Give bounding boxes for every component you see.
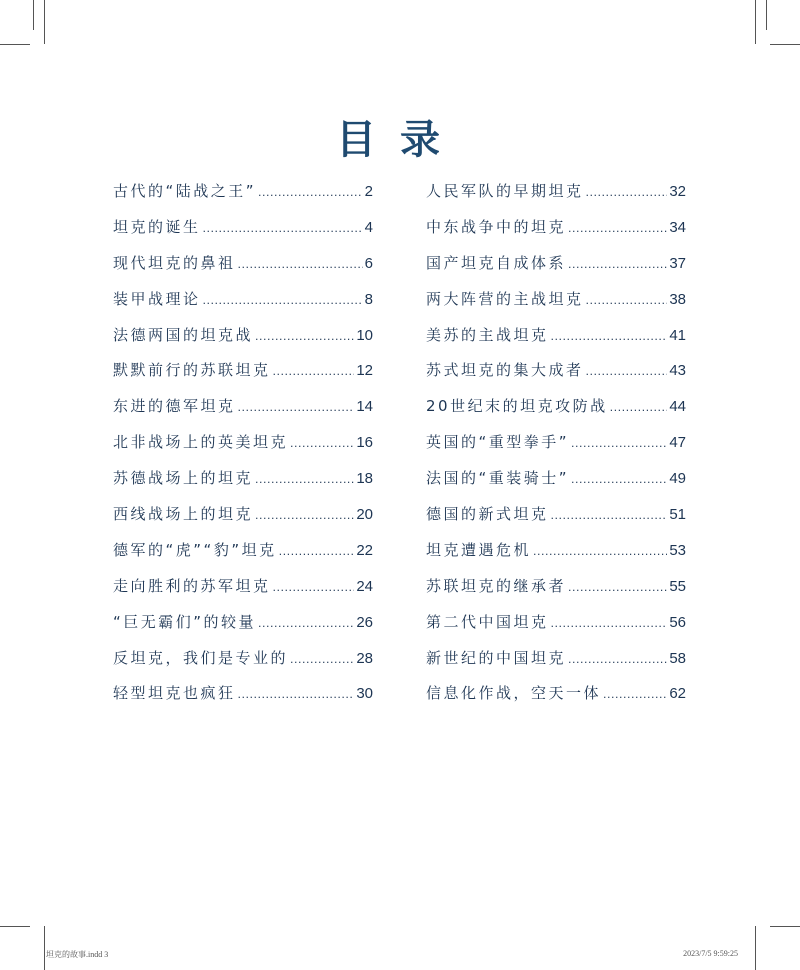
- toc-entry[interactable]: [426, 503, 686, 539]
- crop-mark: [770, 44, 800, 45]
- toc-entry-title: 美苏的主战坦克: [426, 325, 549, 344]
- toc-entry[interactable]: [113, 252, 373, 288]
- toc-entry-title: “巨无霸们”的较量: [113, 612, 257, 631]
- toc-entry[interactable]: [113, 682, 373, 718]
- toc-entry[interactable]: [426, 395, 686, 431]
- page-title: 目录: [336, 117, 464, 163]
- toc-entry-title: 新世纪的中国坦克: [426, 648, 567, 667]
- toc-entry[interactable]: [113, 467, 373, 503]
- toc-entry[interactable]: [426, 288, 686, 324]
- dot-leader: [255, 509, 354, 522]
- dot-leader: [533, 545, 667, 558]
- dot-leader: [279, 545, 355, 558]
- dot-leader: [568, 581, 667, 594]
- toc-entry-page: 62: [669, 685, 686, 703]
- dot-leader: [586, 365, 668, 378]
- dot-leader: [203, 294, 363, 307]
- toc-entry-title: 装甲战理论: [113, 289, 201, 308]
- dot-leader: [568, 258, 667, 271]
- crop-mark: [0, 44, 30, 45]
- toc-entry[interactable]: [113, 288, 373, 324]
- toc-entry-page: 49: [669, 470, 686, 488]
- toc-entry-page: 12: [356, 362, 373, 380]
- toc-entry[interactable]: [426, 682, 686, 718]
- toc-entry-page: 20: [356, 506, 373, 524]
- toc-entry[interactable]: [113, 575, 373, 611]
- toc-entry[interactable]: [426, 611, 686, 647]
- toc-entry-page: 38: [669, 290, 686, 308]
- toc-entry-page: 22: [356, 541, 373, 559]
- toc-entry-page: 26: [356, 613, 373, 631]
- toc-entry-title: 坦克的诞生: [113, 217, 201, 236]
- toc-entry[interactable]: [113, 359, 373, 395]
- crop-mark: [33, 0, 34, 30]
- toc-entry[interactable]: [113, 647, 373, 683]
- toc-entry-title: 20世纪末的坦克攻防战: [426, 397, 608, 416]
- toc-entry-title: 中东战争中的坦克: [426, 217, 567, 236]
- toc-entry[interactable]: [426, 467, 686, 503]
- toc-entry-page: 24: [356, 577, 373, 595]
- crop-mark: [0, 926, 30, 927]
- dot-leader: [610, 401, 668, 414]
- dot-leader: [551, 509, 668, 522]
- toc-entry-page: 47: [669, 434, 686, 452]
- toc-entry-title: 反坦克，我们是专业的: [113, 648, 289, 667]
- toc-entry[interactable]: [426, 216, 686, 252]
- toc-entry-title: 苏联坦克的继承者: [426, 576, 567, 595]
- toc-entry-title: 古代的“陆战之王”: [113, 182, 257, 200]
- dot-leader: [203, 222, 363, 235]
- dot-leader: [586, 294, 668, 307]
- crop-mark: [770, 926, 800, 927]
- toc-right-column: [426, 180, 686, 718]
- dot-leader: [290, 437, 354, 450]
- toc-entry[interactable]: [426, 431, 686, 467]
- toc-entry[interactable]: [426, 575, 686, 611]
- toc-entry[interactable]: [426, 324, 686, 360]
- toc-entry[interactable]: [113, 431, 373, 467]
- dot-leader: [255, 473, 354, 486]
- dot-leader: [568, 222, 667, 235]
- dot-leader: [551, 330, 668, 343]
- crop-mark: [755, 926, 756, 970]
- toc-entry-title: 第二代中国坦克: [426, 612, 549, 631]
- dot-leader: [238, 688, 355, 701]
- toc-entry-page: 10: [356, 326, 373, 344]
- toc-entry[interactable]: [426, 359, 686, 395]
- toc-left-column: [113, 180, 373, 718]
- toc-entry-page: 4: [364, 218, 373, 236]
- crop-mark: [766, 0, 767, 30]
- dot-leader: [551, 617, 668, 630]
- toc-entry[interactable]: [426, 180, 686, 216]
- toc-entry-title: 德国的新式坦克: [426, 505, 549, 524]
- toc-entry-page: 37: [669, 254, 686, 272]
- toc-entry-page: 16: [356, 434, 373, 452]
- toc-entry-page: 58: [669, 649, 686, 667]
- toc-entry-page: 41: [669, 326, 686, 344]
- dot-leader: [238, 401, 355, 414]
- dot-leader: [603, 688, 667, 701]
- dot-leader: [258, 186, 363, 199]
- toc-entry-title: 德军的“虎”“豹”坦克: [113, 540, 277, 559]
- toc-entry-page: 30: [356, 685, 373, 703]
- dot-leader: [273, 365, 355, 378]
- toc-entry-page: 55: [669, 577, 686, 595]
- footer-timestamp: 2023/7/5 9:59:25: [683, 949, 738, 958]
- toc-entry-page: 51: [669, 506, 686, 524]
- toc-entry[interactable]: [113, 216, 373, 252]
- toc-entry-page: 43: [669, 362, 686, 380]
- toc-entry[interactable]: [426, 647, 686, 683]
- dot-leader: [238, 258, 363, 271]
- dot-leader: [571, 473, 667, 486]
- toc-entry-page: 34: [669, 218, 686, 236]
- toc-entry-title: 英国的“重型拳手”: [426, 433, 570, 452]
- toc-entry[interactable]: [113, 324, 373, 360]
- toc-entry-title: 人民军队的早期坦克: [426, 182, 584, 200]
- toc-entry[interactable]: [426, 252, 686, 288]
- toc-entry-title: 两大阵营的主战坦克: [426, 289, 584, 308]
- toc-entry-title: 法德两国的坦克战: [113, 325, 254, 344]
- toc-entry[interactable]: [113, 539, 373, 575]
- toc-entry-page: 32: [669, 183, 686, 200]
- toc-entry[interactable]: [426, 539, 686, 575]
- crop-mark: [44, 0, 45, 44]
- toc-entry-title: 北非战场上的英美坦克: [113, 433, 289, 452]
- crop-mark: [44, 926, 45, 970]
- toc-entry-page: 14: [356, 398, 373, 416]
- toc-entry-page: 56: [669, 613, 686, 631]
- toc-entry[interactable]: [113, 180, 373, 216]
- toc-entry-page: 44: [669, 398, 686, 416]
- toc-entry-page: 8: [364, 290, 373, 308]
- dot-leader: [586, 186, 668, 199]
- toc-entry-title: 东进的德军坦克: [113, 397, 236, 416]
- toc-entry-title: 信息化作战，空天一体: [426, 684, 602, 703]
- toc-entry-title: 苏德战场上的坦克: [113, 469, 254, 488]
- toc-entry-page: 2: [364, 183, 373, 200]
- toc-entry[interactable]: [113, 395, 373, 431]
- toc-entry-title: 默默前行的苏联坦克: [113, 361, 271, 380]
- toc-entry-page: 53: [669, 541, 686, 559]
- toc-entry-page: 18: [356, 470, 373, 488]
- toc-entry-title: 走向胜利的苏军坦克: [113, 576, 271, 595]
- toc-entry[interactable]: [113, 611, 373, 647]
- footer-filename: 坦克的故事.indd 3: [46, 950, 109, 959]
- toc-entry-page: 28: [356, 649, 373, 667]
- toc-entry[interactable]: [113, 503, 373, 539]
- toc-entry-title: 苏式坦克的集大成者: [426, 361, 584, 380]
- dot-leader: [273, 581, 355, 594]
- toc-entry-title: 法国的“重装骑士”: [426, 469, 570, 488]
- toc-entry-page: 6: [364, 254, 373, 272]
- toc-entry-title: 西线战场上的坦克: [113, 505, 254, 524]
- dot-leader: [568, 653, 667, 666]
- dot-leader: [258, 617, 354, 630]
- toc-entry-title: 国产坦克自成体系: [426, 253, 567, 272]
- dot-leader: [571, 437, 667, 450]
- toc-entry-title: 坦克遭遇危机: [426, 540, 532, 559]
- toc-entry-title: 现代坦克的鼻祖: [113, 253, 236, 272]
- dot-leader: [255, 330, 354, 343]
- dot-leader: [290, 653, 354, 666]
- toc-entry-title: 轻型坦克也疯狂: [113, 684, 236, 703]
- crop-mark: [755, 0, 756, 44]
